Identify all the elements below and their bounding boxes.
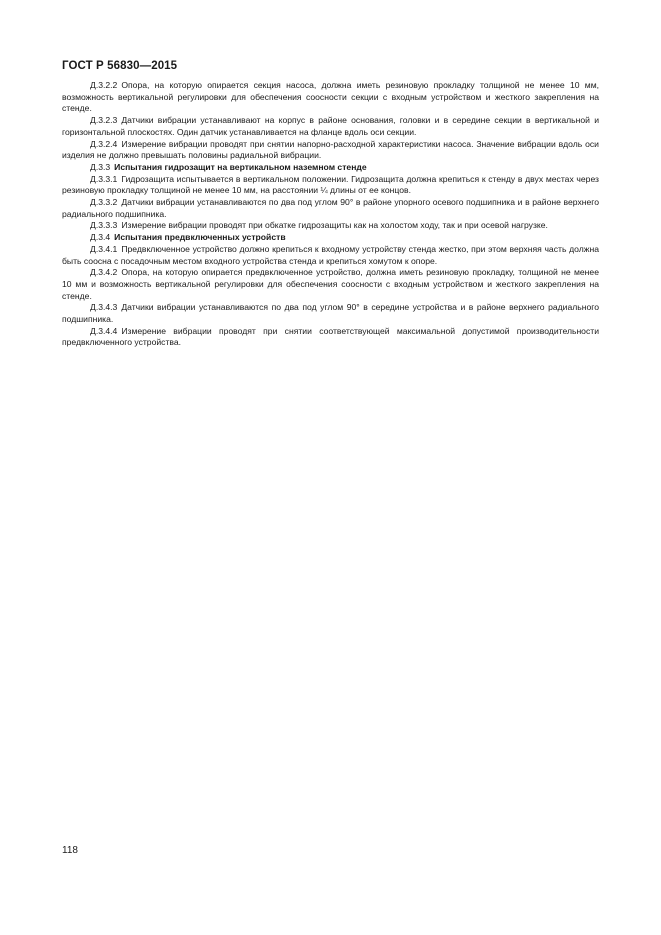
clause-text: Гидрозащита испытывается в вертикальном положении. Гидрозащита должна крепиться к стенду в двух местах через резиновую прокладку толщиной не менее 10 мм, на расстоянии ¼ длины от ее концов.: [62, 173, 599, 196]
clause-number: Д.3.2.2: [90, 80, 118, 90]
paragraph-d3-4-1: [62, 244, 599, 267]
clause-number: Д.3.4.2: [90, 267, 118, 278]
paragraph-d3-2-3: [62, 115, 599, 138]
paragraph-d3-3-3: [62, 220, 599, 232]
clause-number: Д.3.3: [90, 161, 111, 172]
clause-number: Д.3.3.3: [90, 220, 118, 231]
clause-number: Д.3.4: [90, 232, 111, 243]
clause-text: Опора, на которую опирается предвключенное устройство, должна иметь резиновую прокладку, толщиной не менее 10 мм и возможность вертикальной регулировки для обеспечения соосности с входным устройством и жесткого закрепления на стенде.: [62, 267, 599, 301]
clause-number: Д.3.2.3: [90, 115, 118, 126]
document-body: [62, 80, 599, 349]
paragraph-d3-4-4: [62, 326, 599, 349]
paragraph-d3-3-2: [62, 197, 599, 220]
clause-number: Д.3.4.3: [90, 302, 118, 313]
clause-text: Измерение вибрации проводят при снятии напорно-расходной характеристики насоса. Значение вибрации вдоль оси изделия не должно превышать половины радиальной вибрации.: [62, 138, 599, 161]
clause-text: Датчики вибрации устанавливают на корпус в районе основания, головки и в середине секции в вертикальной и горизонтальной плоскостях. Один датчик устанавливается на фланце вдоль оси секции.: [62, 115, 599, 137]
paragraph-d3-4-3: [62, 302, 599, 325]
clause-text: Измерение вибрации проводят при снятии соответствующей максимальной допустимой производительности предвключенного устройства.: [62, 325, 599, 348]
section-heading-d3-3: [62, 162, 599, 174]
section-title: Испытания предвключенных устройств: [114, 232, 286, 243]
paragraph-d3-2-2: [62, 80, 599, 115]
paragraph-d3-2-4: [62, 139, 599, 162]
clause-text: Измерение вибрации проводят при обкатке гидрозащиты как на холостом ходу, так и при осевой нагрузке.: [121, 220, 548, 231]
clause-text: Предвключенное устройство должно крепиться к входному устройству стенда жестко, при этом верхняя часть должна быть соосна с посадочным местом входного устройства стенда и крепиться хомутом к опоре.: [62, 243, 599, 266]
paragraph-d3-4-2: [62, 267, 599, 302]
section-title: Испытания гидрозащит на вертикальном наземном стенде: [114, 161, 367, 172]
clause-number: Д.3.3.1: [90, 173, 118, 184]
paragraph-d3-3-1: [62, 174, 599, 197]
clause-number: Д.3.4.4: [90, 325, 118, 336]
clause-number: Д.3.3.2: [90, 197, 118, 208]
document-header: ГОСТ Р 56830—2015: [62, 60, 178, 72]
section-heading-d3-4: [62, 232, 599, 244]
clause-text: Датчики вибрации устанавливаются по два под углом 90° в середине устройства и в районе верхнего радиального подшипника.: [62, 302, 599, 325]
page-number: 118: [62, 845, 78, 856]
clause-text: Опора, на которую опирается секция насоса, должна иметь резиновую прокладку толщиной не менее 10 мм, возможность вертикальной регулировки для обеспечения соосности секции с входным устройством и жесткого закрепления на стенде.: [62, 80, 599, 114]
clause-text: Датчики вибрации устанавливаются по два под углом 90° в районе упорного осевого подшипника и в районе верхнего радиального подшипника.: [62, 197, 599, 219]
clause-number: Д.3.4.1: [90, 243, 118, 254]
clause-number: Д.3.2.4: [90, 138, 118, 149]
